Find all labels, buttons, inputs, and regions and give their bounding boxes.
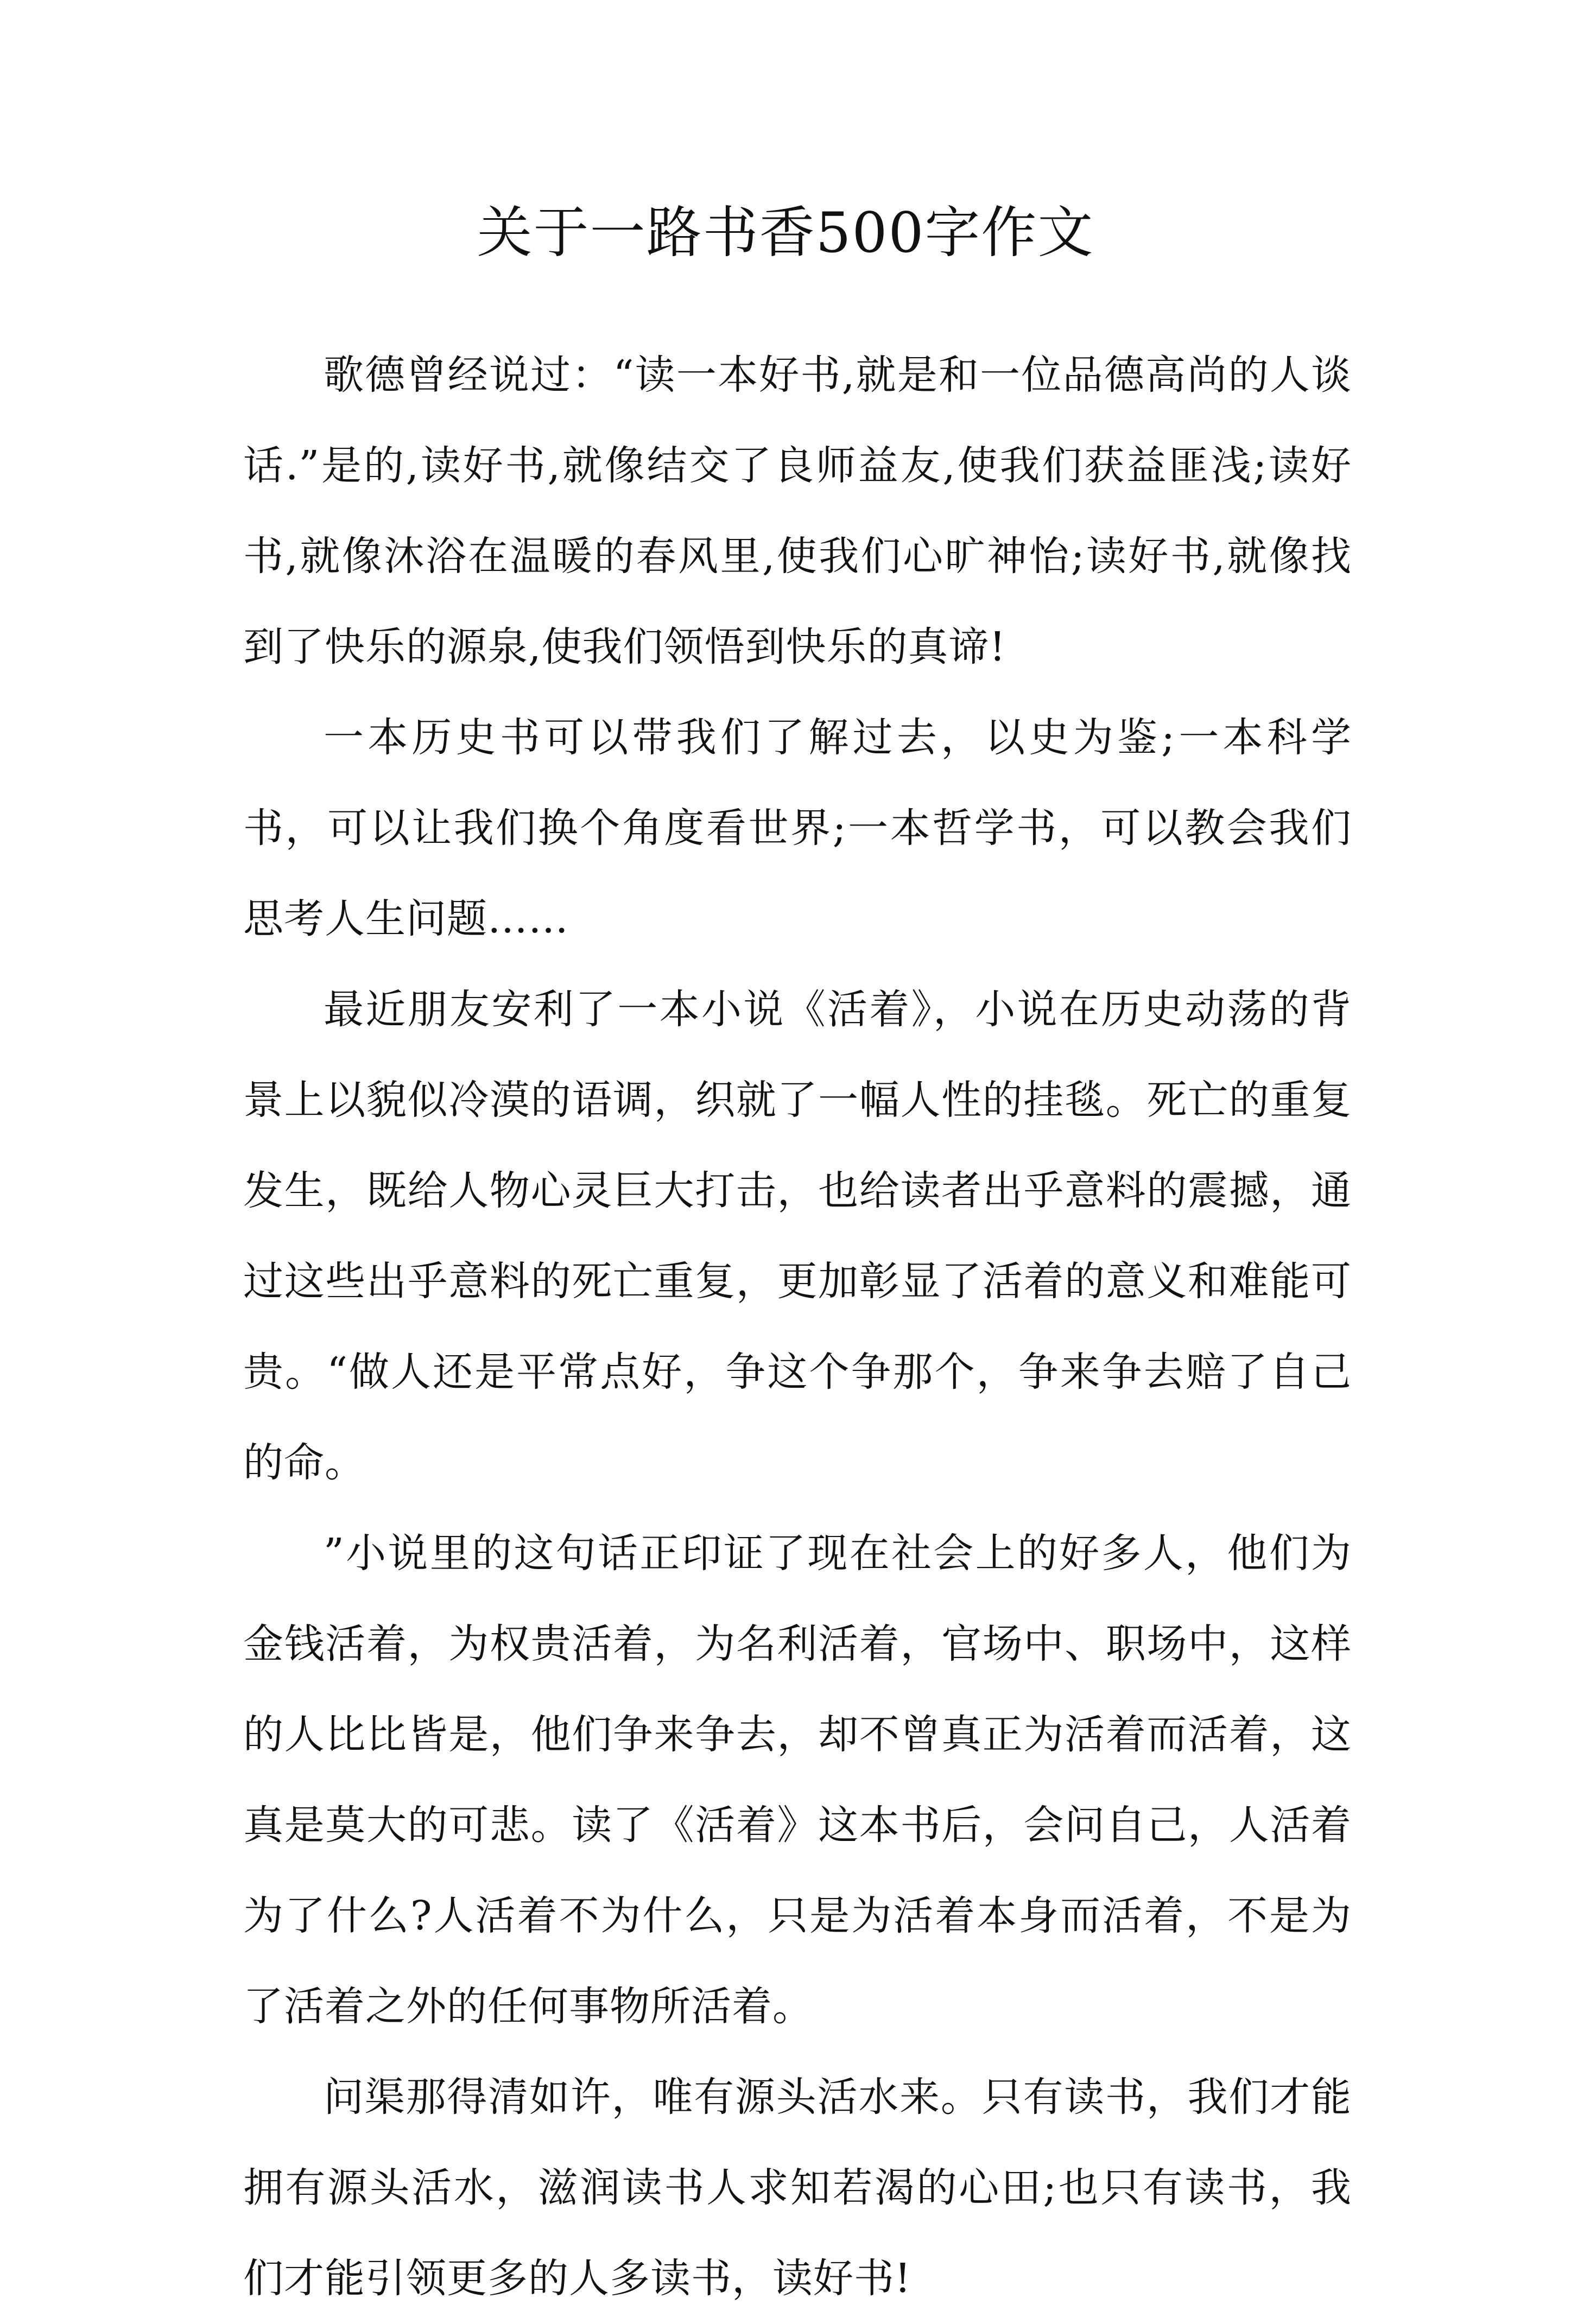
paragraph: 问渠那得清如许，唯有源头活水来。只有读书，我们才能拥有源头活水，滋润读书人求知若渴的心田;也只有读书，我们才能引领更多的人多读书，读好书! xyxy=(243,2074,1352,2302)
document-body xyxy=(243,330,1352,2324)
paragraph: 最近朋友安利了一本小说《活着》，小说在历史动荡的背景上以貌似冷漠的语调，织就了一幅人性的挂毯。死亡的重复发生，既给人物心灵巨大打击，也给读者出乎意料的震撼，通过这些出乎意料的死亡重复，更加彰显了活着的意义和难能可贵。“做人还是平常点好，争这个争那个，争来争去赔了自己的命。 xyxy=(243,986,1352,1486)
paragraph: ”小说里的这句话正印证了现在社会上的好多人，他们为金钱活着，为权贵活着，为名利活着，官场中、职场中，这样的人比比皆是，他们争来争去，却不曾真正为活着而活着，这真是莫大的可悲。读了《活着》这本书后，会问自己，人活着为了什么?人活着不为什么，只是为活着本身而活着，不是为了活着之外的任何事物所活着。 xyxy=(243,1530,1352,2030)
document-title: 关于一路书香500字作文 xyxy=(477,201,1094,265)
paragraph: 歌德曾经说过：“读一本好书,就是和一位品德高尚的人谈话.”是的,读好书,就像结交了良师益友,使我们获益匪浅;读好书,就像沐浴在温暖的春风里,使我们心旷神怡;读好书,就像找到了快乐的源泉,使我们领悟到快乐的真谛! xyxy=(243,352,1352,670)
paragraph: 一本历史书可以带我们了解过去，以史为鉴;一本科学书，可以让我们换个角度看世界;一本哲学书，可以教会我们思考人生问题…… xyxy=(243,714,1352,942)
